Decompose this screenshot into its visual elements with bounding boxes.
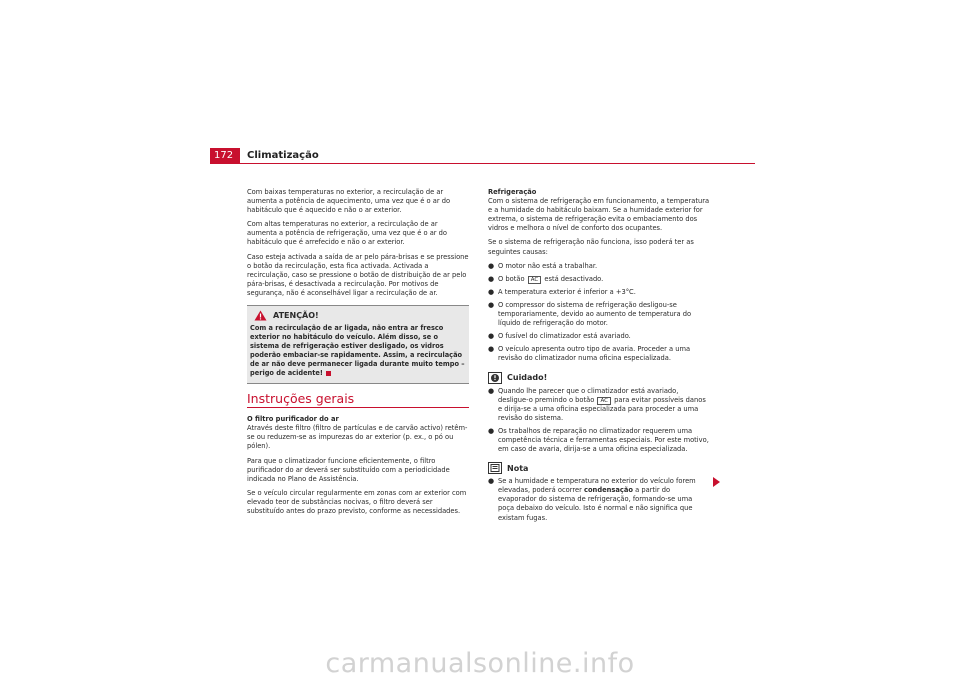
list-item: ● Se a humidade e temperatura no exterior do veículo forem elevadas, poderá ocorrer condensação a partir do evaporador do sistema de refrigeração, formando-se uma poça debaixo do veículo. Isto é normal e não significa que existam fugas. [488,477,696,522]
caution-icon [488,372,502,384]
ac-key-icon: AC [528,276,542,284]
list-item: ● A temperatura exterior é inferior a +3°C. [488,287,636,296]
note-title: Nota [507,463,529,473]
paragraph: Se o sistema de refrigeração não funciona, isso poderá ter as seguintes causas: [488,238,694,256]
list-item: ● O motor não está a trabalhar. [488,261,598,270]
paragraph: Através deste filtro (filtro de partículas e de carvão activo) retêm-se ou reduzem-se as impurezas do ar exterior (p. ex., o pó ou pólen). [247,424,468,451]
warning-box [247,305,469,384]
caution-title: Cuidado! [507,372,548,382]
end-marker-icon [326,371,331,376]
warning-header [250,310,466,321]
warning-title: ATENÇÃO! [273,310,319,320]
note-icon [488,462,502,474]
section-title: Instruções gerais [247,391,355,407]
left-column [247,188,469,521]
list-item: ● Quando lhe parecer que o climatizador está avariado, desligue-o premindo o botão AC para evitar possíveis danos e dirija-se a uma oficina especializada para proceder a uma revisão do sistema. [488,386,706,422]
paragraph: Se o veículo circular regularmente em zonas com ar exterior com elevado teor de substâncias nocivas, o filtro deverá ser substituído antes do prazo previsto, conforme as necessidades. [247,488,467,515]
ac-key-icon: AC [597,397,611,405]
list-item: ● Os trabalhos de reparação no climatizador requerem uma competência técnica e ferramentas especiais. Por este motivo, em caso de avaria, dirija-se a uma oficina especializada. [488,426,709,454]
cooling-subtitle: Refrigeração [488,188,537,196]
note-header [488,462,710,474]
paragraph: Para que o climatizador funcione eficientemente, o filtro purificador do ar deverá ser substituído com a periodicidade indicada no Plano de Assistência. [247,456,450,483]
caution-header [488,372,710,384]
warning-triangle-icon [254,310,267,321]
warning-text-block [250,324,466,378]
list-item: ● O compressor do sistema de refrigeração desligou-se temporariamente, devido ao aumento de temperatura do líquido de refrigeração do motor. [488,300,692,328]
page-title: Climatização [247,150,319,161]
paragraph: Com altas temperaturas no exterior, a recirculação de ar aumenta a potência de refrigeração, uma vez que é o ar do habitáculo que é arrefecido e não o ar exterior. [247,220,448,247]
watermark: carmanualsonline.info [325,648,635,679]
right-column [488,188,710,527]
paragraph: Com o sistema de refrigeração em funcionamento, a temperatura e a humidade do habitáculo baixam. Se a humidade exterior for extrema, o sistema de refrigeração evita o embaciamento dos vidros e melhora o nível de conforto dos ocupantes. [488,197,710,233]
filter-subtitle: O filtro purificador do ar [247,415,339,424]
page-number: 172 [210,148,240,164]
paragraph: Com baixas temperaturas no exterior, a recirculação de ar aumenta a potência de aquecimento, uma vez que é o ar do habitáculo que é aquecido e não o ar exterior. [247,188,451,215]
header-divider [210,163,755,164]
continue-arrow-icon [713,477,720,487]
warning-text: Com a recirculação de ar ligada, não entra ar fresco exterior no habitáculo do veículo. Além disso, se o sistema de refrigeração estiver desligado, os vidros poderão embaciar-se rapidamente. Assim, a recirculação de ar não deve permanecer ligada durante muito tempo – perigo de acidente! [250,324,465,378]
list-item: ● O botão AC está desactivado. [488,274,604,283]
section-divider [247,407,469,408]
paragraph: Caso esteja activada a saída de ar pelo pára-brisas e se pressione o botão da recirculação, esta fica activada. Activada a recirculação, caso se pressione o botão de distribuição de ar pelo pára-brisas, é desactivada a recirculação. Por motivos de segurança, não é aconselhável ligar a recirculação de ar. [247,252,469,297]
list-item: ● O veículo apresenta outro tipo de avaria. Proceder a uma revisão do climatizador numa oficina especializada. [488,345,691,363]
list-item: ● O fusível do climatizador está avariado. [488,332,631,341]
